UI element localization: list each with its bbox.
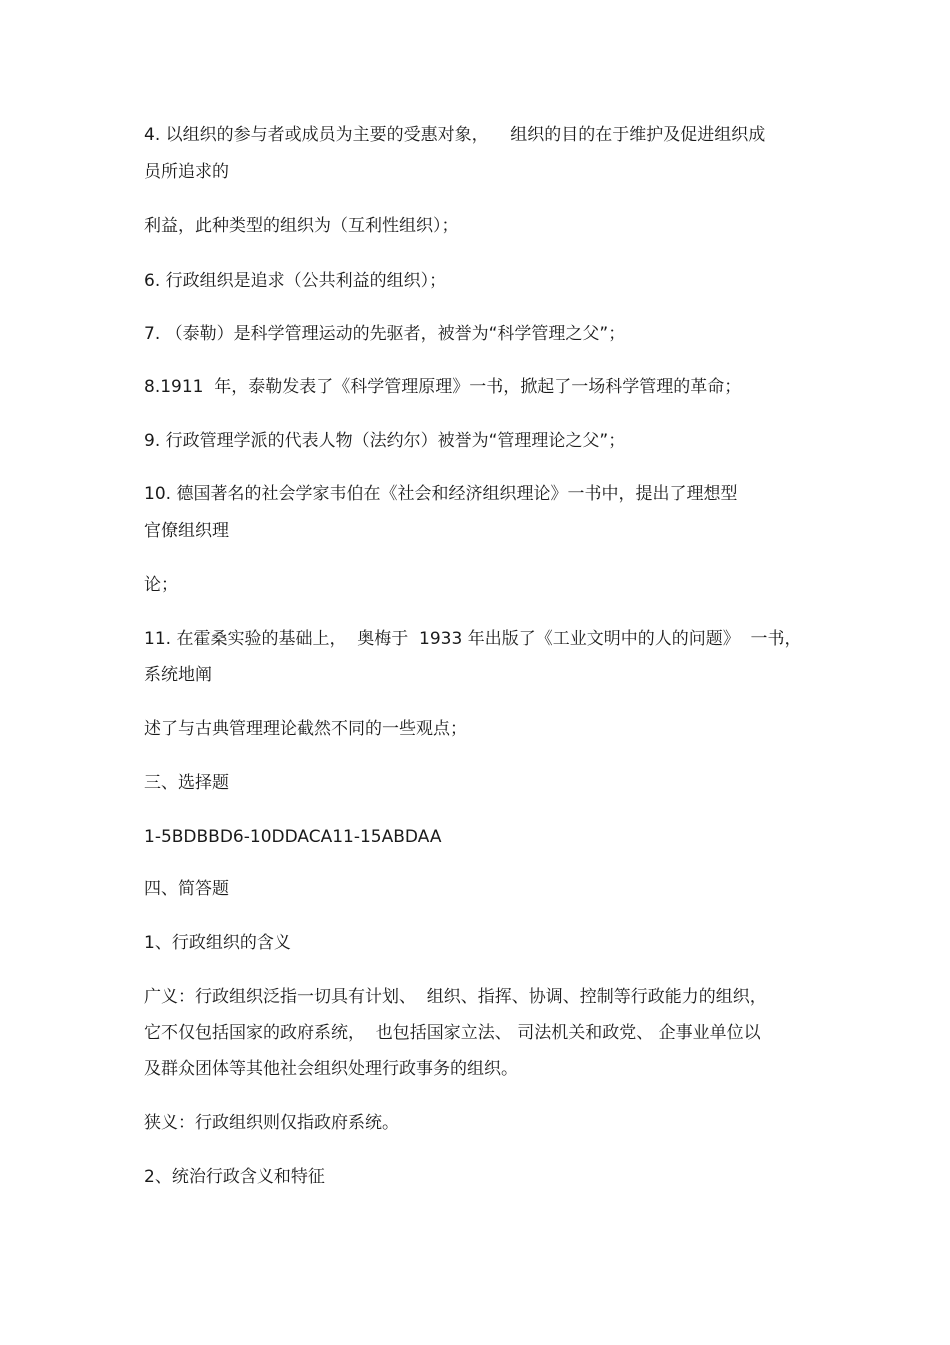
text-line-broad-2: 它不仅包括国家的政府系统， 也包括国家立法、 司法机关和政党、 企事业单位以 (144, 1023, 761, 1043)
text-line-13: 述了与古典管理理论截然不同的一些观点； (144, 719, 467, 739)
text-line-1: 4. 以组织的参与者或成员为主要的受惠对象， 组织的目的在于维护及促进组织成 (144, 125, 766, 145)
text-line-6: 8.1911 年，泰勒发表了《科学管理原理》一书，掀起了一场科学管理的革命； (144, 377, 742, 397)
text-line-broad-3: 及群众团体等其他社会组织处理行政事务的组织。 (144, 1059, 518, 1079)
text-line-8: 10. 德国著名的社会学家韦伯在《社会和经济组织理论》一书中，提出了理想型 (144, 484, 738, 504)
text-line-2: 员所追求的 (144, 162, 229, 182)
question-2-heading: 2、统治行政含义和特征 (144, 1167, 325, 1187)
text-line-9: 官僚组织理 (144, 521, 229, 541)
text-line-4: 6. 行政组织是追求（公共利益的组织）； (144, 271, 447, 291)
text-line-narrow: 狭义：行政组织则仅指政府系统。 (144, 1113, 399, 1133)
text-line-10: 论； (144, 575, 178, 595)
section-heading-short-answer: 四、简答题 (144, 879, 229, 899)
text-line-12: 系统地阐 (144, 665, 212, 685)
question-1-heading: 1、行政组织的含义 (144, 933, 291, 953)
section-heading-choice: 三、选择题 (144, 773, 229, 793)
text-line-3: 利益，此种类型的组织为（互利性组织）； (144, 216, 459, 236)
answer-key: 1-5BDBBD6-10DDACA11-15ABDAA (144, 827, 442, 847)
text-line-7: 9. 行政管理学派的代表人物（法约尔）被誉为“管理理论之父”； (144, 431, 626, 451)
text-line-5: 7. （泰勒）是科学管理运动的先驱者，被誉为“科学管理之父”； (144, 324, 626, 344)
text-line-broad-1: 广义：行政组织泛指一切具有计划、 组织、指挥、协调、控制等行政能力的组织， (144, 987, 767, 1007)
text-line-11: 11. 在霍桑实验的基础上， 奥梅于 1933 年出版了《工业文明中的人的问题》 一书， (144, 629, 802, 649)
